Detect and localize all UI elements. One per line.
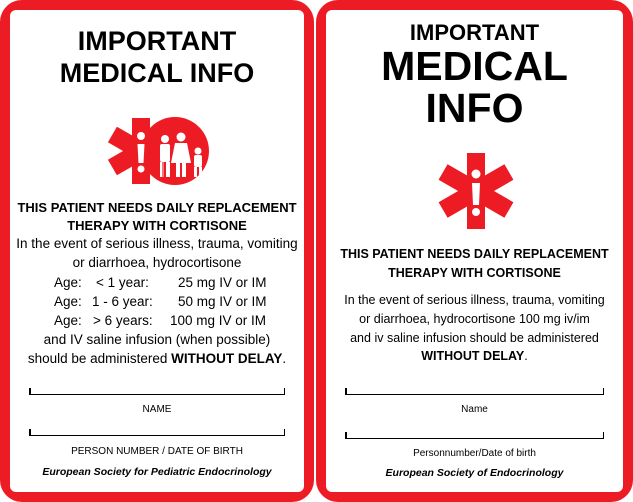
right-heading-line2: THERAPY WITH CORTISONE (388, 266, 561, 280)
dose-age-label: Age: (54, 313, 82, 328)
left-title-line2: MEDICAL INFO (59, 58, 255, 88)
right-title-line2: MEDICAL (381, 43, 568, 89)
star-of-life-icon (436, 151, 516, 231)
right-society: European Society of Endocrinology (385, 467, 564, 479)
dose-age-label: Age: (54, 275, 82, 290)
right-person-label: Personnumber/Date of birth (413, 448, 536, 459)
right-body-line2: or diarrhoea, hydrocortisone 100 mg iv/im (359, 312, 590, 326)
right-card (316, 0, 633, 502)
dose-amount: 25 mg IV or IM (178, 275, 267, 290)
right-title-line1: IMPORTANT (409, 20, 540, 45)
name-line[interactable] (345, 394, 604, 395)
left-body-line2: or diarrhoea, hydrocortisone (72, 255, 242, 270)
dose-age-label: Age: (54, 294, 82, 309)
person-number-line[interactable] (29, 435, 285, 436)
right-card-body (326, 10, 623, 492)
dose-amount: 100 mg IV or IM (170, 313, 267, 328)
left-saline-line: and IV saline infusion (when possible) (43, 332, 271, 347)
name-line[interactable] (29, 394, 285, 395)
right-heading-line1: THIS PATIENT NEEDS DAILY REPLACEMENT (340, 247, 609, 261)
dose-age-range: 1 - 6 year: (92, 294, 153, 309)
left-name-label: NAME (142, 404, 172, 415)
dose-age-range: > 6 years: (93, 313, 153, 328)
left-admin-line: should be administered WITHOUT DELAY. (27, 351, 287, 366)
left-society: European Society for Pediatric Endocrinology (42, 466, 272, 478)
dose-amount: 50 mg IV or IM (178, 294, 267, 309)
left-person-label: PERSON NUMBER / DATE OF BIRTH (71, 446, 243, 457)
right-admin-line: WITHOUT DELAY. (421, 349, 528, 363)
family-medical-emblem-icon (103, 113, 213, 189)
left-card-body (10, 10, 304, 492)
right-body-line3: and iv saline infusion should be administered (350, 331, 599, 345)
left-card (0, 0, 314, 502)
left-body-line1: In the event of serious illness, trauma, vomiting (16, 236, 298, 251)
right-body-line1: In the event of serious illness, trauma, vomiting (344, 293, 605, 307)
left-title-line1: IMPORTANT (77, 26, 237, 56)
right-name-label: Name (461, 404, 488, 415)
right-title-line3: INFO (425, 85, 524, 131)
left-heading-line1: THIS PATIENT NEEDS DAILY REPLACEMENT (17, 200, 297, 215)
dose-age-range: < 1 year: (96, 275, 149, 290)
person-number-line[interactable] (345, 438, 604, 439)
left-heading-line2: THERAPY WITH CORTISONE (67, 218, 247, 233)
